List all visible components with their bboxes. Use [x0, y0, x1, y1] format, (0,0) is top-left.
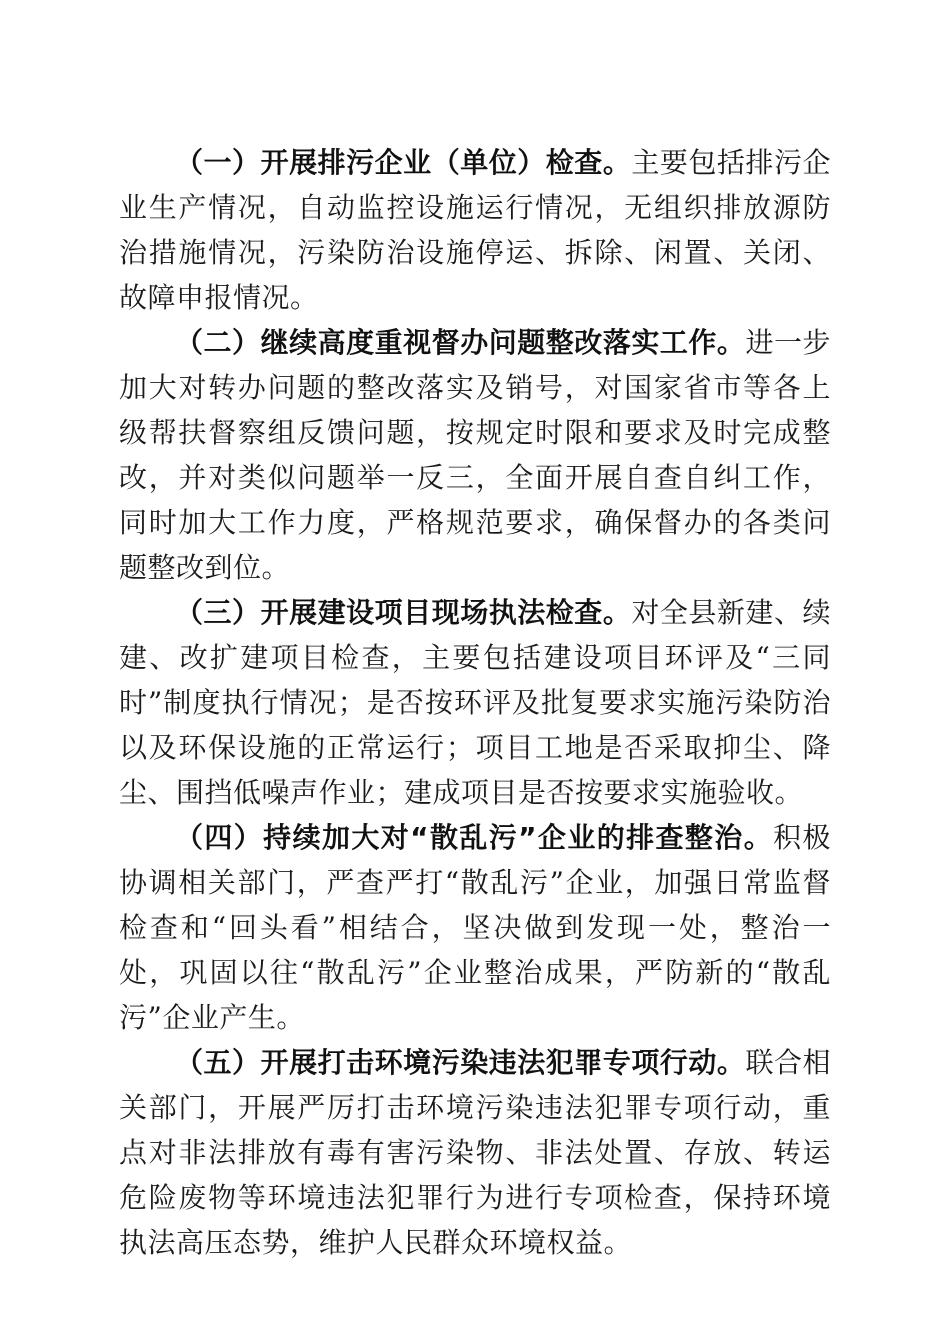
paragraph-4: [119, 815, 831, 1040]
paragraph-1: [119, 140, 831, 320]
paragraph-2: [119, 320, 831, 590]
paragraph-4-heading: （四）持续加大对“散乱污”企业的排查整治。: [175, 821, 774, 854]
paragraph-1-text: 主要包括排污企业生产情况，自动监控设施运行情况，无组织排放源防治措施情况，污染防治设施停运、拆除、闲置、关闭、故障申报情况。: [119, 146, 831, 314]
paragraph-3: [119, 590, 831, 815]
paragraph-2-text: 进一步加大对转办问题的整改落实及销号，对国家省市等各上级帮扶督察组反馈问题，按规定时限和要求及时完成整改，并对类似问题举一反三，全面开展自查自纠工作，同时加大工作力度，严格规范要求，确保督办的各类问题整改到位。: [119, 326, 831, 584]
document-body: [119, 140, 831, 1265]
paragraph-2-heading: （二）继续高度重视督办问题整改落实工作。: [175, 326, 746, 359]
paragraph-1-heading: （一）开展排污企业（单位）检查。: [175, 146, 632, 179]
paragraph-5-heading: （五）开展打击环境污染违法犯罪专项行动。: [175, 1046, 746, 1079]
paragraph-4-text: 积极协调相关部门，严查严打“散乱污”企业，加强日常监督检查和“回头看”相结合，坚决做到发现一处，整治一处，巩固以往“散乱污”企业整治成果，严防新的“散乱污”企业产生。: [119, 821, 831, 1034]
paragraph-3-text: 对全县新建、续建、改扩建项目检查，主要包括建设项目环评及“三同时”制度执行情况；是否按环评及批复要求实施污染防治以及环保设施的正常运行；项目工地是否采取抑尘、降尘、围挡低噪声作业；建成项目是否按要求实施验收。: [119, 596, 831, 809]
paragraph-5: [119, 1040, 831, 1265]
paragraph-3-heading: （三）开展建设项目现场执法检查。: [175, 596, 632, 629]
paragraph-5-text: 联合相关部门，开展严厉打击环境污染违法犯罪专项行动，重点对非法排放有毒有害污染物、非法处置、存放、转运危险废物等环境违法犯罪行为进行专项检查，保持环境执法高压态势，维护人民群众环境权益。: [119, 1046, 831, 1259]
